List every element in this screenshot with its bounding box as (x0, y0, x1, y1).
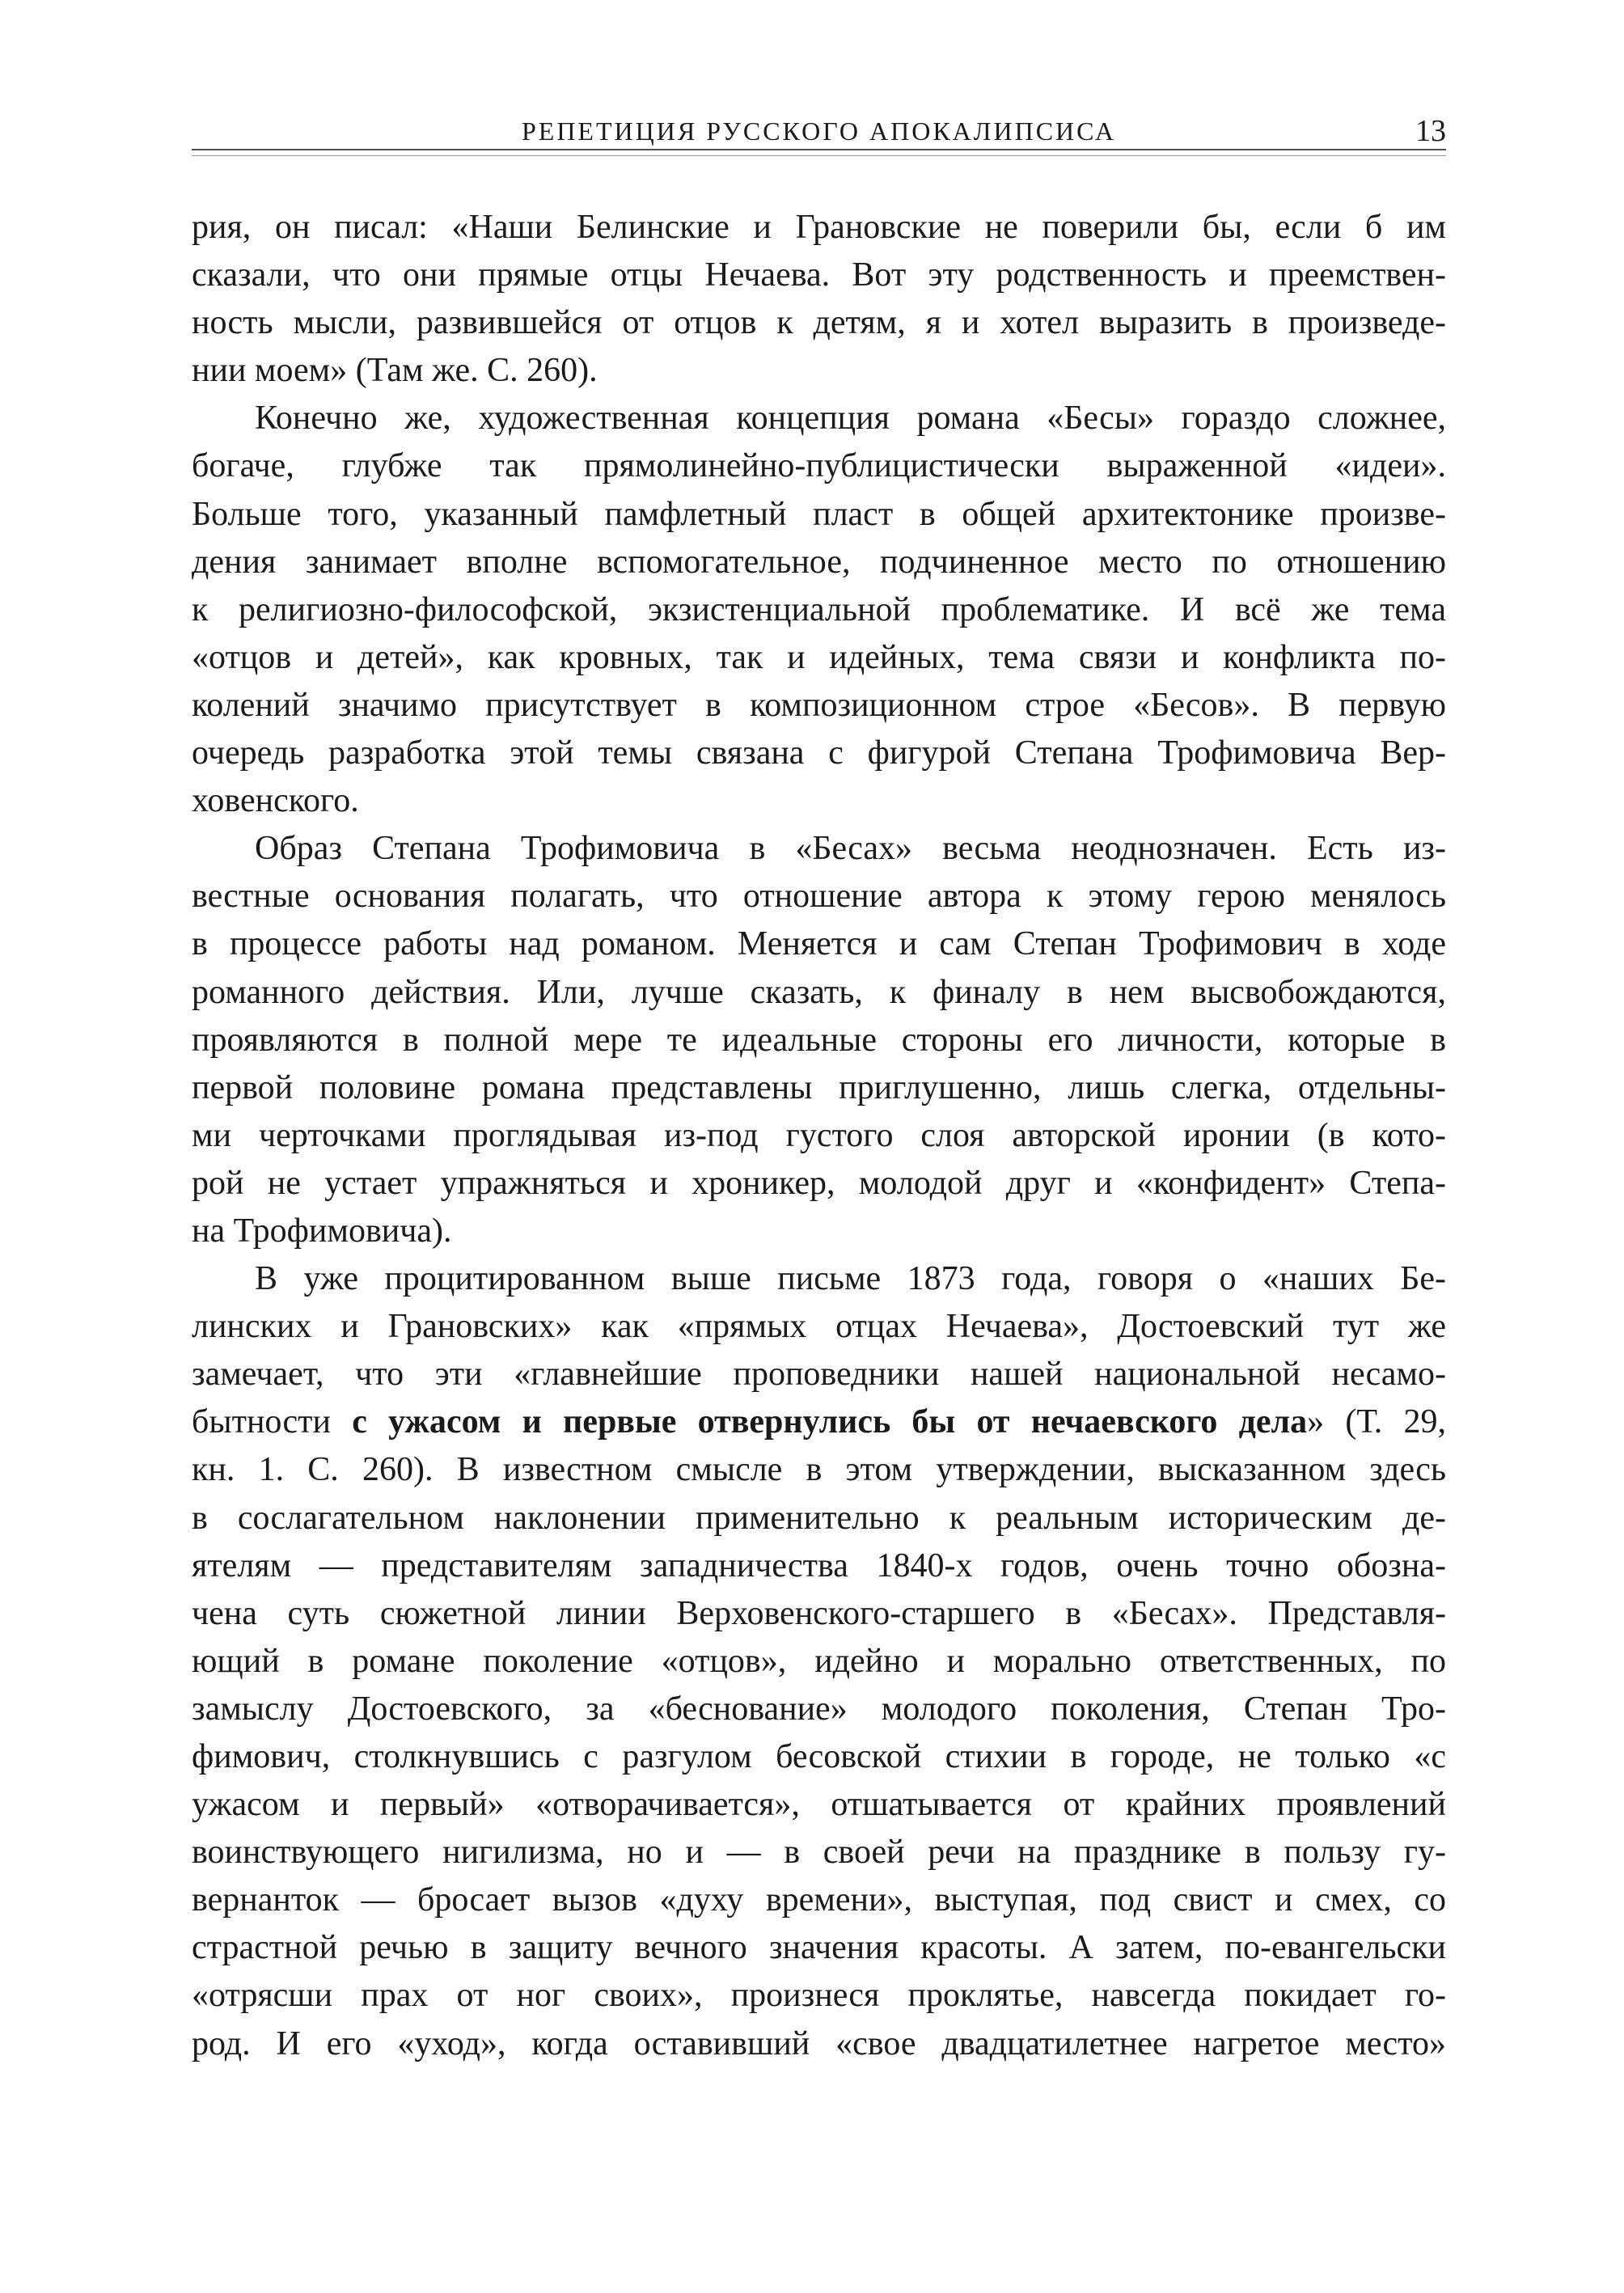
text-line: «отцов и детей», как кровных, так и идейных, тема связи и конфликта по- (192, 638, 1446, 676)
text-line: фимович, столкнувшись с разгулом бесовской стихии в городе, не только «с (192, 1738, 1446, 1775)
text-line: Конечно же, художественная концепция романа «Бесы» гораздо сложнее, (255, 400, 1446, 438)
text-line: очередь разработка этой темы связана с фигурой Степана Трофимовича Вер- (192, 734, 1446, 772)
text-line: чена суть сюжетной линии Верховенского-старшего в «Бесах». Представля- (192, 1594, 1446, 1632)
text-line: первой половине романа представлены приглушенно, лишь слегка, отдельны- (192, 1068, 1446, 1106)
header-rule (192, 149, 1446, 150)
text-line: в процессе работы над романом. Меняется и сам Степан Трофимович в ходе (192, 925, 1446, 963)
text-line: романного действия. Или, лучше сказать, к финалу в нем высвобождаются, (192, 973, 1446, 1011)
text-segment: бытности (192, 1403, 353, 1441)
text-line: ховенского. (192, 782, 359, 820)
header-rule-thin (192, 155, 1446, 156)
text-line: сказали, что они прямые отцы Нечаева. Вот эту родственность и преемствен- (192, 256, 1446, 294)
text-line: Образ Степана Трофимовича в «Бесах» весьма неоднозначен. Есть из- (255, 830, 1446, 868)
text-line: замыслу Достоевского, за «беснование» молодого поколения, Степан Тро- (192, 1690, 1446, 1728)
running-title: РЕПЕТИЦИЯ РУССКОГО АПОКАЛИПСИСА (521, 116, 1117, 146)
text-line: к религиозно-философской, экзистенциальной проблематике. И всё же тема (192, 590, 1446, 628)
text-line: богаче, глубже так прямолинейно-публицистически выраженной «идеи». (192, 447, 1446, 485)
text-line: нии моем» (Там же. С. 260). (192, 352, 598, 390)
text-segment: » (Т. 29, (1307, 1403, 1447, 1441)
text-line: ность мысли, развившейся от отцов к детям, я и хотел выразить в произведе- (192, 304, 1446, 342)
text-line: род. И его «уход», когда оставивший «свое двадцатилетнее нагретое место» (192, 2024, 1446, 2062)
text-line: ми черточками проглядывая из-под густого слоя авторской иронии (в кото- (192, 1116, 1446, 1154)
text-line (192, 1398, 1446, 1446)
text-line: В уже процитированном выше письме 1873 года, говоря о «наших Бе- (255, 1260, 1446, 1298)
text-line: проявляются в полной мере те идеальные стороны его личности, которые в (192, 1021, 1446, 1059)
text-line: линских и Грановских» как «прямых отцах Нечаева», Достоевский тут же (192, 1308, 1446, 1346)
text-line: в сослагательном наклонении применительно к реальным историческим де- (192, 1499, 1446, 1537)
body-text (192, 204, 1446, 2068)
text-line: ужасом и первый» «отворачивается», отшатывается от крайних проявлений (192, 1786, 1446, 1824)
text-line: рия, он писал: «Наши Белинские и Грановские не поверили бы, если б им (192, 209, 1446, 246)
text-line: ющий в романе поколение «отцов», идейно и морально ответственных, по (192, 1642, 1446, 1680)
text-line: кн. 1. С. 260). В известном смысле в этом утверждении, высказанном здесь (192, 1451, 1446, 1489)
bold-quote: с ужасом и первые отвернулись бы от нечаевского дела (352, 1403, 1308, 1441)
text-line: на Трофимовича). (192, 1212, 452, 1250)
text-line: воинствующего нигилизма, но и — в своей речи на празднике в пользу гу- (192, 1834, 1446, 1872)
text-line: дения занимает вполне вспомогательное, подчиненное место по отношению (192, 543, 1446, 581)
text-line: страстной речью в защиту вечного значения красоты. А затем, по-евангельски (192, 1929, 1446, 1967)
text-line: вернанток — бросает вызов «духу времени», выступая, под свист и смех, со (192, 1881, 1446, 1919)
text-line: «отрясши прах от ног своих», произнеся проклятье, навсегда покидает го- (192, 1977, 1446, 2015)
text-line: замечает, что эти «главнейшие проповедники нашей национальной несамо- (192, 1356, 1446, 1394)
text-line: колений значимо присутствует в композиционном строе «Бесов». В первую (192, 686, 1446, 724)
page-header (192, 113, 1446, 149)
page-number: 13 (1415, 114, 1446, 148)
text-line: рой не устает упражняться и хроникер, молодой друг и «конфидент» Степа- (192, 1164, 1446, 1202)
text-line: Больше того, указанный памфлетный пласт в общей архитектонике произве- (192, 495, 1446, 533)
text-line: ятелям — представителям западничества 1840-х годов, очень точно обозна- (192, 1546, 1446, 1584)
text-line: вестные основания полагать, что отношение автора к этому герою менялось (192, 878, 1446, 916)
